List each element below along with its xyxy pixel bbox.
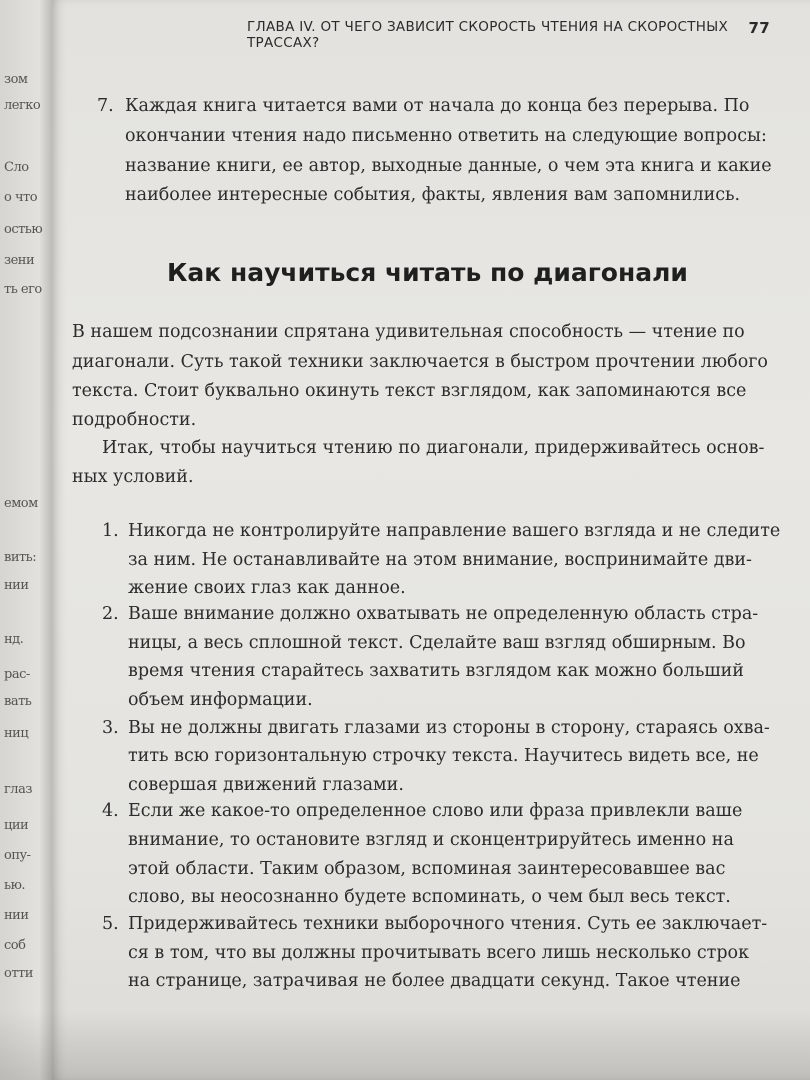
list-item-number: 1. <box>102 521 119 541</box>
chapter-title: ГЛАВА IV. ОТ ЧЕГО ЗАВИСИТ СКОРОСТЬ ЧТЕНИЯ НА СКОРОСТНЫХ ТРАССАХ? <box>247 19 729 51</box>
list-item-number: 2. <box>102 604 119 624</box>
text-line: Если же какое-то определенное слово или фраза привлекли ваше <box>128 801 743 821</box>
text-line: объем информации. <box>128 690 313 710</box>
text-line: тить всю горизонтальную строчку текста. Научитесь видеть все, не <box>128 746 759 766</box>
prev-page-fragment: ть его <box>4 282 42 297</box>
text-line: этой области. Таким образом, вспоминая заинтересовавшее вас <box>128 859 726 879</box>
prev-page-fragment: зом <box>4 72 28 87</box>
text-line: Вы не должны двигать глазами из стороны в сторону, стараясь охва- <box>128 718 770 738</box>
list-item-number: 3. <box>102 718 119 738</box>
text-line: Никогда не контролируйте направление вашего взгляда и не следите <box>128 521 781 541</box>
prev-page-fragment: нии <box>4 908 29 923</box>
text-line: ницы, а весь сплошной текст. Сделайте ваш взгляд обширным. Во <box>128 633 746 653</box>
text-line: Итак, чтобы научиться чтению по диагонали, придерживайтесь основ- <box>102 438 765 458</box>
prev-page-fragment: емом <box>4 496 38 511</box>
prev-page-fragment: нии <box>4 578 29 593</box>
list-item-number: 7. <box>97 96 114 116</box>
section-heading: Как научиться читать по диагонали <box>167 258 688 287</box>
text-line: Ваше внимание должно охватывать не определенную область стра- <box>128 604 759 624</box>
text-line: совершая движений глазами. <box>128 775 404 795</box>
text-line: окончании чтения надо письменно ответить на следующие вопросы: <box>125 126 767 146</box>
text-line: текста. Стоит буквально окинуть текст взглядом, как запоминаются все <box>72 381 747 401</box>
text-line: внимание, то остановите взгляд и сконцентрируйтесь именно на <box>128 830 734 850</box>
text-line: жение своих глаз как данное. <box>128 578 406 598</box>
text-line: наиболее интересные события, факты, явления вам запомнились. <box>125 185 741 205</box>
prev-page-fragment: вить: <box>4 550 37 565</box>
prev-page-fragment: нд. <box>4 632 24 647</box>
prev-page-fragment: о что <box>4 190 38 205</box>
prev-page-fragment: ции <box>4 818 29 833</box>
text-line: слово, вы неосознанно будете вспоминать, о чем был весь текст. <box>128 887 731 907</box>
text-line: подробности. <box>72 410 197 430</box>
prev-page-fragment: опу- <box>4 848 31 863</box>
running-head <box>247 19 770 51</box>
prev-page-fragment: соб <box>4 938 26 953</box>
list-item-number: 4. <box>102 801 119 821</box>
prev-page-fragment: вать <box>4 694 32 709</box>
text-line: за ним. Не останавливайте на этом внимание, воспринимайте дви- <box>128 550 752 570</box>
text-line: В нашем подсознании спрятана удивительная способность — чтение по <box>72 322 745 342</box>
page-number: 77 <box>748 19 770 37</box>
prev-page-fragment: зени <box>4 253 35 268</box>
text-line: диагонали. Суть такой техники заключается в быстром прочтении любого <box>72 352 768 372</box>
prev-page-fragment: легко <box>4 98 41 113</box>
prev-page-fragment: глаз <box>4 782 32 797</box>
book-page <box>52 0 810 1080</box>
text-line: название книги, ее автор, выходные данные, о чем эта книга и какие <box>125 156 772 176</box>
prev-page-fragment: отти <box>4 966 33 981</box>
prev-page-fragment: рас- <box>4 667 30 682</box>
text-line: ся в том, что вы должны прочитывать всего лишь несколько строк <box>128 943 750 963</box>
prev-page-fragment: Сло <box>4 160 29 175</box>
list-item-number: 5. <box>102 914 119 934</box>
text-line: ных условий. <box>72 467 194 487</box>
text-line: Придерживайтесь техники выборочного чтения. Суть ее заключает- <box>128 914 768 934</box>
text-line: на странице, затрачивая не более двадцати секунд. Такое чтение <box>128 971 741 991</box>
text-line: время чтения старайтесь захватить взглядом как можно больший <box>128 661 744 681</box>
text-line: Каждая книга читается вами от начала до конца без перерыва. По <box>125 96 750 116</box>
prev-page-fragment: ниц <box>4 726 29 741</box>
previous-page-edge <box>0 0 52 1080</box>
prev-page-fragment: ью. <box>4 878 26 893</box>
prev-page-fragment: остью <box>4 222 43 237</box>
